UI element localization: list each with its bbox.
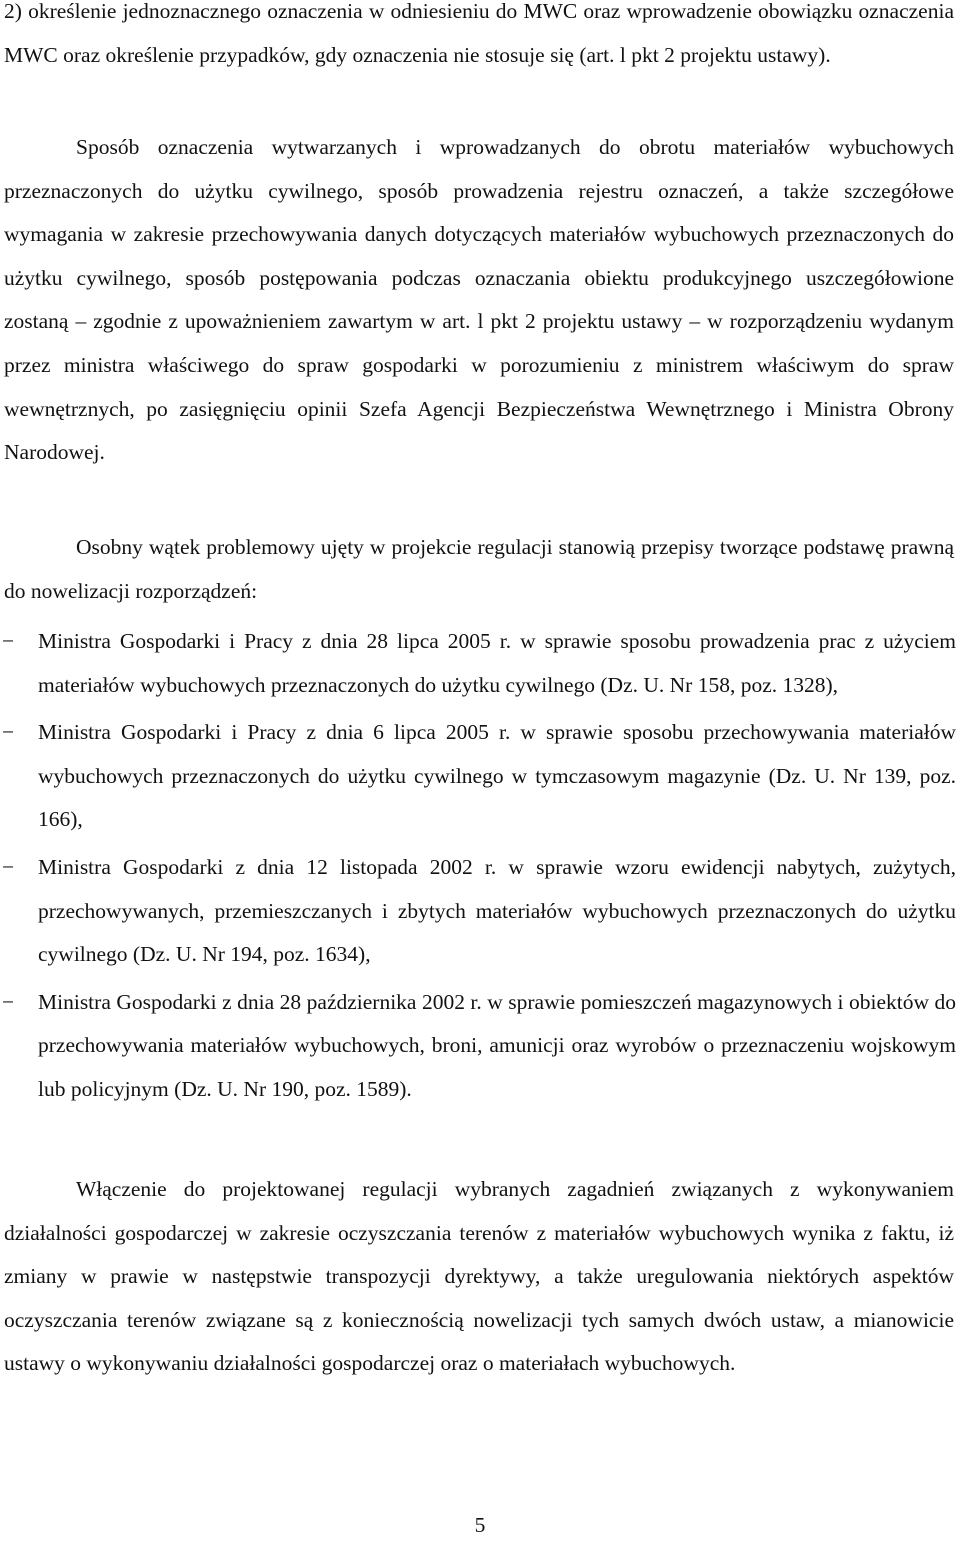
list-item	[0, 846, 956, 977]
list-item-text: Ministra Gospodarki i Pracy z dnia 6 lipca 2005 r. w sprawie sposobu przechowywania materiałów wybuchowych przeznaczonych do użytku cywilnego w tymczasowym magazynie (Dz. U. Nr 139, poz. 166),	[38, 720, 956, 832]
dash-bullet: −	[2, 989, 15, 1014]
dash-bullet: −	[2, 720, 15, 745]
paragraph-separate-thread: Osobny wątek problemowy ujęty w projekcie regulacji stanowią przepisy tworzące podstawę prawną do nowelizacji rozporządzeń:	[4, 535, 954, 603]
list-item	[0, 981, 956, 1112]
list-item-text: Ministra Gospodarki z dnia 28 października 2002 r. w sprawie pomieszczeń magazynowych i obiektów do przechowywania materiałów wybuchowych, broni, amunicji oraz wyrobów o przeznaczeniu wojskowym lub policyjnym (Dz. U. Nr 190, poz. 1589).	[38, 989, 956, 1101]
page-number: 5	[474, 1513, 486, 1537]
list-item-text: Ministra Gospodarki i Pracy z dnia 28 lipca 2005 r. w sprawie sposobu prowadzenia prac z użyciem materiałów wybuchowych przeznaczonych do użytku cywilnego (Dz. U. Nr 158, poz. 1328),	[38, 629, 956, 697]
list-item	[0, 711, 956, 842]
dash-bullet: −	[2, 854, 15, 879]
paragraph-inclusion: Włączenie do projektowanej regulacji wybranych zagadnień związanych z wykonywaniem działalności gospodarczej w zakresie oczyszczania terenów z materiałów wybuchowych wynika z faktu, iż zmiany w prawie w następstwie transpozycji dyrektywy, a także uregulowania niektórych aspektów oczyszczania terenów związane są z koniecznością nowelizacji tych samych dwóch ustaw, a mianowicie ustawy o wykonywaniu działalności gospodarczej oraz o materiałach wybuchowych.	[4, 1177, 954, 1376]
regulations-list	[0, 620, 956, 1112]
list-item-text: Ministra Gospodarki z dnia 12 listopada 2002 r. w sprawie wzoru ewidencji nabytych, zużytych, przechowywanych, przemieszczanych i zbytych materiałów wybuchowych przeznaczonych do użytku cywilnego (Dz. U. Nr 194, poz. 1634),	[38, 854, 956, 967]
dash-bullet: −	[2, 629, 15, 653]
list-item	[0, 620, 956, 707]
paragraph-marking-method: Sposób oznaczenia wytwarzanych i wprowadzanych do obrotu materiałów wybuchowych przeznaczonych do użytku cywilnego, sposób prowadzenia rejestru oznaczeń, a także szczegółowe wymagania w zakresie przechowywania danych dotyczących materiałów wybuchowych przeznaczonych do użytku cywilnego, sposób postępowania podczas oznaczania obiektu produkcyjnego uszczegółowione zostaną – zgodnie z upoważnieniem zawartym w art. l pkt 2 projektu ustawy – w rozporządzeniu wydanym przez ministra właściwego do spraw gospodarki w porozumieniu z ministrem właściwym do spraw wewnętrznych, po zasięgnięciu opinii Szefa Agencji Bezpieczeństwa Wewnętrznego i Ministra Obrony Narodowej.	[4, 135, 954, 465]
paragraph-item-2: 2) określenie jednoznacznego oznaczenia w odniesieniu do MWC oraz wprowadzenie obowiązku oznaczenia MWC oraz określenie przypadków, gdy oznaczenia nie stosuje się (art. l pkt 2 projektu ustawy).	[4, 0, 954, 67]
